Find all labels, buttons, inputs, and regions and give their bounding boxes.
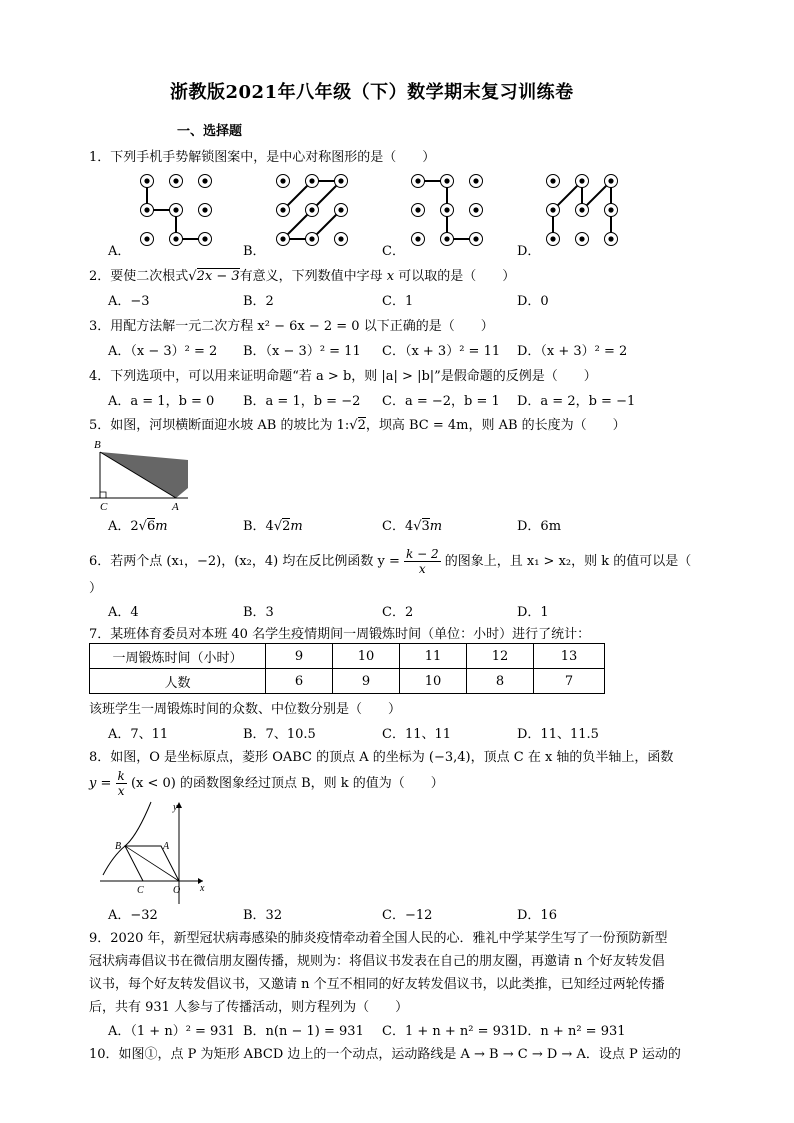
unlock-dot xyxy=(144,236,149,241)
label-x: x xyxy=(200,883,205,894)
unlock-dot xyxy=(173,236,178,241)
q7-option-a: A．7、11 xyxy=(108,727,169,742)
label-b: B xyxy=(94,439,101,451)
diagonal-ob xyxy=(125,846,179,881)
q5-option-b: B．4√2m xyxy=(243,519,303,534)
table-cell: 8 xyxy=(467,669,534,694)
unlock-dot xyxy=(338,236,343,241)
question-2-stem: 2．要使二次根式√2x − 3有意义，下列数值中字母 x 可以取的是（ ） xyxy=(89,269,516,284)
unlock-dot xyxy=(415,178,420,183)
hyperbola-curve xyxy=(103,802,151,875)
dam-shaded-region xyxy=(100,452,188,498)
unlock-dot xyxy=(579,207,584,212)
unlock-dot xyxy=(473,236,478,241)
q6-option-d: D．1 xyxy=(517,605,549,620)
table-header-cell: 一周锻炼时间（小时） xyxy=(90,644,266,669)
unlock-dot xyxy=(608,207,613,212)
question-6-stem-cont: ） xyxy=(89,581,103,596)
table-cell: 6 xyxy=(266,669,333,694)
unlock-dot xyxy=(608,236,613,241)
table-cell: 9 xyxy=(266,644,333,669)
question-7-stem-after: 该班学生一周锻炼时间的众数、中位数分别是（ ） xyxy=(89,702,402,717)
unlock-dot xyxy=(608,178,613,183)
exercise-time-table xyxy=(89,643,605,694)
q3-option-d: D．（x + 3）² = 2 xyxy=(517,344,628,359)
q5-option-c: C．4√3m xyxy=(382,519,443,534)
unlock-dot xyxy=(415,236,420,241)
question-9-line-4: 后，共有 931 人参与了传播活动，则方程列为（ ） xyxy=(89,1000,409,1015)
unlock-dot xyxy=(309,236,314,241)
unlock-dot xyxy=(444,178,449,183)
table-cell: 10 xyxy=(333,644,400,669)
unlock-dot xyxy=(280,207,285,212)
question-10-stem: 10．如图①，点 P 为矩形 ABCD 边上的一个动点，运动路线是 A → B → C → D → A．设点 P 运动的 xyxy=(89,1047,681,1062)
question-9-line-1: 9．2020 年，新型冠状病毒感染的肺炎疫情牵动着全国人民的心．雅礼中学某学生写了一份预防新型 xyxy=(89,931,668,946)
q7-option-d: D．11、11.5 xyxy=(517,727,599,742)
q1-option-b: B． xyxy=(243,244,266,259)
unlock-dot xyxy=(338,207,343,212)
label-a: A xyxy=(172,501,179,513)
question-9-line-3: 议书，每个好友转发倡议书，又邀请 n 个互不相同的好友转发倡议书，以此类推，已知经过两轮传播 xyxy=(89,977,665,992)
q1-option-a: A． xyxy=(108,244,131,259)
q2-option-a: A．−3 xyxy=(108,294,150,309)
unlock-dot xyxy=(202,207,207,212)
unlock-dot xyxy=(144,178,149,183)
q4-option-d: D．a = 2，b = −1 xyxy=(517,394,636,409)
question-3-stem: 3．用配方法解一元二次方程 x² − 6x − 2 = 0 以下正确的是（ ） xyxy=(89,319,494,334)
question-1-stem: 1．下列手机手势解锁图案中，是中心对称图形的是（ ） xyxy=(89,150,436,165)
unlock-dot xyxy=(280,178,285,183)
table-cell: 13 xyxy=(534,644,605,669)
unlock-dot xyxy=(202,178,207,183)
unlock-dot xyxy=(415,207,420,212)
unlock-dot xyxy=(473,207,478,212)
question-4-stem: 4．下列选项中，可以用来证明命题“若 a > b，则 |a| > |b|”是假命题的反例是（ ） xyxy=(89,369,597,384)
q3-option-a: A．（x − 3）² = 2 xyxy=(108,344,218,359)
table-cell: 11 xyxy=(400,644,467,669)
unlock-dot xyxy=(550,207,555,212)
table-header-cell: 人数 xyxy=(90,669,266,694)
q8-option-b: B．32 xyxy=(243,908,283,923)
question-8-stem-cont: y = $\frac{k}{x}$ (x < 0) 的函数图象经过顶点 B，则 k 的值为（ ） xyxy=(89,769,444,798)
q8-option-a: A．−32 xyxy=(108,908,158,923)
q6-option-c: C．2 xyxy=(382,605,414,620)
unlock-dot xyxy=(444,207,449,212)
table-cell: 9 xyxy=(333,669,400,694)
unlock-dot xyxy=(444,236,449,241)
q7-option-c: C．11、11 xyxy=(382,727,452,742)
unlock-dot xyxy=(309,178,314,183)
q8-option-c: C．−12 xyxy=(382,908,433,923)
question-7-stem: 7．某班体育委员对本班 40 名学生疫情期间一周锻炼时间（单位：小时）进行了统计： xyxy=(89,627,591,642)
q3-option-b: B．（x − 3）² = 11 xyxy=(243,344,361,359)
q8-option-d: D．16 xyxy=(517,908,557,923)
q5-option-a: A．2√6m xyxy=(108,519,168,534)
table-row xyxy=(90,644,605,669)
question-6-stem: 6．若两个点 (x₁，−2)，(x₂，4) 均在反比例函数 y = $\frac{k - 2}{x}$ 的图象上，且 x₁ > x₂，则 k 的值可以是（ xyxy=(89,547,692,576)
label-c: C xyxy=(100,501,108,513)
table-cell: 7 xyxy=(534,669,605,694)
unlock-dot xyxy=(473,178,478,183)
q2-option-d: D．0 xyxy=(517,294,549,309)
radical-sign: √ xyxy=(188,269,197,284)
table-cell: 10 xyxy=(400,669,467,694)
unlock-dot xyxy=(173,178,178,183)
unlock-dot xyxy=(579,178,584,183)
q7-option-b: B．7、10.5 xyxy=(243,727,316,742)
unlock-dot xyxy=(144,207,149,212)
table-row xyxy=(90,669,605,694)
table-cell: 12 xyxy=(467,644,534,669)
label-b: B xyxy=(115,841,122,852)
label-a: A xyxy=(163,841,170,852)
label-y: y xyxy=(173,802,178,813)
q4-option-a: A．a = 1，b = 0 xyxy=(108,394,215,409)
q2-option-b: B．2 xyxy=(243,294,274,309)
unlock-dot xyxy=(309,207,314,212)
unlock-dot xyxy=(550,236,555,241)
q4-option-c: C．a = −2，b = 1 xyxy=(382,394,500,409)
unlock-dot xyxy=(550,178,555,183)
q1-option-d: D． xyxy=(517,244,541,259)
unlock-dot xyxy=(173,207,178,212)
q3-option-c: C．（x + 3）² = 11 xyxy=(382,344,501,359)
unlock-dot xyxy=(202,236,207,241)
q9-option-d: D．n + n² = 931 xyxy=(517,1024,626,1039)
q4-option-b: B．a = 1，b = −2 xyxy=(243,394,361,409)
q9-option-a: A．（1 + n）² = 931 xyxy=(108,1024,235,1039)
dam-cross-section-figure xyxy=(90,436,200,516)
q2-option-c: C．1 xyxy=(382,294,414,309)
q1-option-c: C． xyxy=(382,244,405,259)
unlock-dot xyxy=(338,178,343,183)
q9-option-b: B．n(n − 1) = 931 xyxy=(243,1024,364,1039)
unlock-dot xyxy=(579,236,584,241)
label-o: O xyxy=(173,885,181,896)
unlock-dot xyxy=(280,236,285,241)
question-5-stem: 5．如图，河坝横断面迎水坡 AB 的坡比为 1:√2，坝高 BC = 4m，则 AB 的长度为（ ） xyxy=(89,418,626,433)
q5-option-d: D．6m xyxy=(517,519,562,534)
question-8-stem: 8．如图，O 是坐标原点，菱形 OABC 的顶点 A 的坐标为 (−3,4)，顶点 C 在 x 轴的负半轴上，函数 xyxy=(89,750,674,765)
q6-option-a: A．4 xyxy=(108,605,139,620)
page-title: 浙教版2021年八年级（下）数学期末复习训练卷 xyxy=(170,82,574,103)
label-c: C xyxy=(137,885,144,896)
section-heading: 一、选择题 xyxy=(177,124,243,139)
q6-option-b: B．3 xyxy=(243,605,274,620)
rhombus-graph-figure xyxy=(95,800,215,910)
right-angle-mark xyxy=(100,492,106,498)
q9-option-c: C．1 + n + n² = 931 xyxy=(382,1024,518,1039)
question-9-line-2: 冠状病毒倡议书在微信朋友圈传播，规则为：将倡议书发表在自己的朋友圈，再邀请 n 个好友转发倡 xyxy=(89,954,665,969)
